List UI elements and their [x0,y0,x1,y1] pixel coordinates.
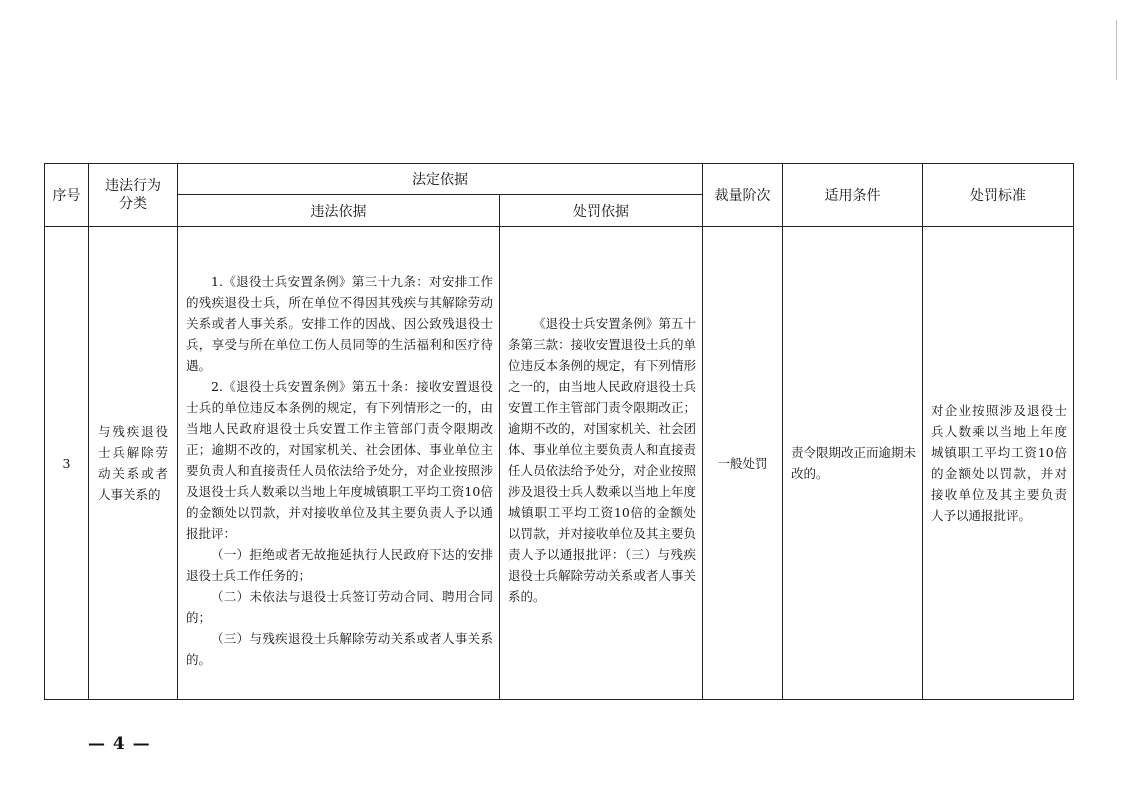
header-discretion-level: 裁量阶次 [703,164,783,227]
header-category-text: 违法行为分类 [105,178,161,212]
row-penalty-basis: 《退役士兵安置条例》第五十条第三款：接收安置退役士兵的单位违反本条例的规定，有下列情形之一的，由当地人民政府退役士兵安置工作主管部门责令限期改正；逾期不改的，对国家机关、社会团体、事业单位主要负责人和直接责任人员依法给予处分，对企业按照涉及退役士兵人数乘以当地上年度城镇职工平均工资10倍的金额处以罚款，并对接收单位及其主要负责人予以通报批评：（三）与残疾退役士兵解除劳动关系或者人事关系的。 [508,316,696,604]
penalty-discretion-table [44,163,1074,700]
violation-basis-item: 1.《退役士兵安置条例》第三十九条：对安排工作的残疾退役士兵，所在单位不得因其残疾与其解除劳动关系或者人事关系。安排工作的因战、因公致残退役士兵，享受与所在单位工伤人员同等的生活福利和医疗待遇。 [186,274,493,373]
header-penalty-standard: 处罚标准 [923,164,1074,227]
violation-basis-item: 2.《退役士兵安置条例》第五十条：接收安置退役士兵的单位违反本条例的规定，有下列情形之一的，由当地人民政府退役士兵安置工作主管部门责令限期改正；逾期不改的，对国家机关、社会团体、事业单位主要负责人和直接责任人员依法给予处分，对企业按照涉及退役士兵人数乘以当地上年度城镇职工平均工资10倍的金额处以罚款，并对接收单位及其主要负责人予以通报批评： [186,379,493,541]
violation-basis-item: （一）拒绝或者无故拖延执行人民政府下达的安排退役士兵工作任务的； [186,547,493,583]
row-discretion-level: 一般处罚 [703,227,783,700]
row-violation-basis [178,227,500,700]
header-seq: 序号 [45,164,89,227]
row-conditions: 责令限期改正而逾期未改的。 [783,227,923,700]
header-penalty-basis: 处罚依据 [500,195,703,227]
row-penalty-standard: 对企业按照涉及退役士兵人数乘以当地上年度城镇职工平均工资10倍的金额处以罚款，并对接收单位及其主要负责人予以通报批评。 [923,227,1074,700]
row-penalty-basis-cell [500,227,703,700]
header-conditions: 适用条件 [783,164,923,227]
row-category: 与残疾退役士兵解除劳动关系或者人事关系的 [98,424,168,502]
row-seq: 3 [45,227,89,700]
binding-edge-mark [1116,20,1117,80]
header-legal-basis: 法定依据 [178,164,703,195]
header-violation-basis: 违法依据 [178,195,500,227]
page-number: — 4 — [88,734,151,754]
table-row [45,227,1074,700]
violation-basis-item: （三）与残疾退役士兵解除劳动关系或者人事关系的。 [186,631,493,667]
violation-basis-item: （二）未依法与退役士兵签订劳动合同、聘用合同的； [186,589,493,625]
row-category-cell [89,227,178,700]
header-category [89,164,178,227]
